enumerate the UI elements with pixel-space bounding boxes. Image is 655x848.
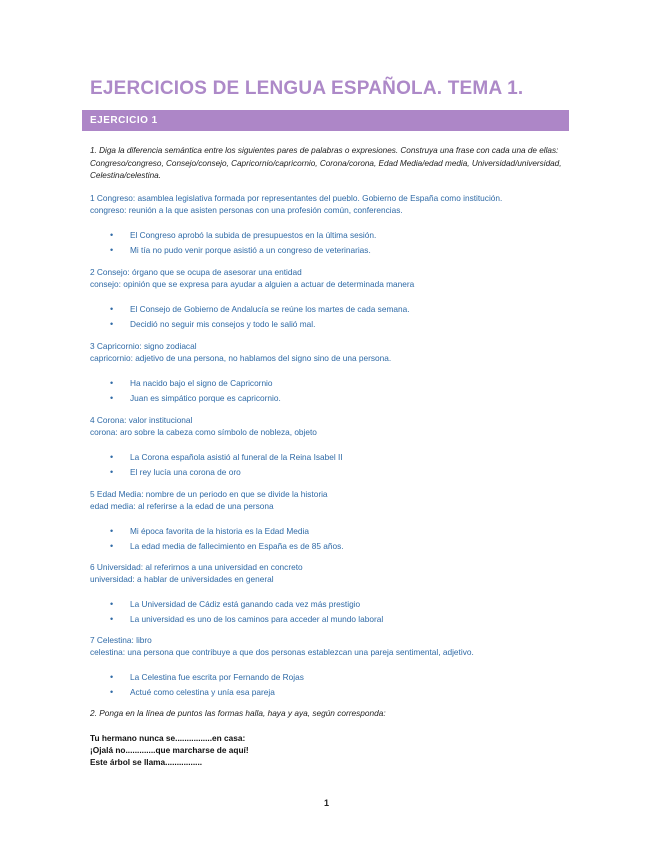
section-congreso	[90, 192, 570, 258]
example-sentence: • Mi época favorita de la historia es la Edad Media	[90, 524, 570, 539]
example-sentence: • El Consejo de Gobierno de Andalucía se reúne los martes de cada semana.	[90, 302, 570, 317]
fill-line: Este árbol se llama................	[90, 757, 203, 767]
example-sentence: • La Celestina fue escrita por Fernando de Rojas	[90, 670, 570, 685]
definition-line: 4 Corona: valor institucional	[90, 415, 193, 425]
definition-line: 1 Congreso: asamblea legislativa formada por representantes del pueblo. Gobierno de España como institución.	[90, 193, 503, 203]
section-corona	[90, 414, 570, 480]
exercise-instructions: 1. Diga la diferencia semántica entre los siguientes pares de palabras o expresiones. Construya una frase con cada una de ellas: Congreso/congreso, Consejo/consejo, Capricornio/capricornio, Corona/corona, Edad Media/edad media, Universidad/universidad, Celestina/celestina.	[90, 146, 562, 180]
definition-line: celestina: una persona que contribuye a que dos personas establezcan una pareja sentimental, adjetivo.	[90, 647, 474, 657]
section-universidad	[90, 561, 570, 627]
example-sentence: • El rey lucía una corona de oro	[90, 465, 570, 480]
definition-line: 2 Consejo: órgano que se ocupa de asesorar una entidad	[90, 267, 302, 277]
definition-line: 3 Capricornio: signo zodiacal	[90, 341, 197, 351]
example-sentence: • Juan es simpático porque es capricornio.	[90, 391, 570, 406]
example-sentence: • La edad media de fallecimiento en España es de 85 años.	[90, 539, 570, 554]
fill-in-lines	[90, 732, 249, 768]
example-sentence: • La Corona española asistió al funeral de la Reina Isabel II	[90, 450, 570, 465]
definition-line: universidad: a hablar de universidades en general	[90, 574, 274, 584]
example-sentence: • Ha nacido bajo el signo de Capricornio	[90, 376, 570, 391]
definition-line: consejo: opinión que se expresa para ayudar a alguien a actuar de determinada manera	[90, 279, 415, 289]
definition-line: capricornio: adjetivo de una persona, no hablamos del signo sino de una persona.	[90, 353, 392, 363]
definition-line: corona: aro sobre la cabeza como símbolo de nobleza, objeto	[90, 427, 317, 437]
example-sentence: • Actué como celestina y unía esa pareja	[90, 685, 570, 700]
example-sentence: • La universidad es uno de los caminos para acceder al mundo laboral	[90, 612, 570, 627]
section-edad-media	[90, 488, 570, 554]
example-sentence: • Mi tía no pudo venir porque asistió a un congreso de veterinarias.	[90, 243, 570, 258]
definition-line: 7 Celestina: libro	[90, 635, 152, 645]
fill-line: ¡Ojalá no.............que marcharse de aquí!	[90, 745, 249, 755]
document-title: EJERCICIOS DE LENGUA ESPAÑOLA. TEMA 1.	[90, 78, 524, 99]
example-sentence: • Decidió no seguir mis consejos y todo le salió mal.	[90, 317, 570, 332]
example-sentence: • La Universidad de Cádiz está ganando cada vez más prestigio	[90, 597, 570, 612]
exercise-2-instructions: 2. Ponga en la línea de puntos las formas halla, haya y aya, según corresponda:	[90, 708, 386, 718]
definition-line: congreso: reunión a la que asisten personas con una profesión común, conferencias.	[90, 205, 403, 215]
section-consejo	[90, 266, 570, 332]
section-celestina	[90, 634, 570, 700]
fill-line: Tu hermano nunca se................en casa:	[90, 733, 246, 743]
definition-line: edad media: al referirse a la edad de una persona	[90, 501, 274, 511]
definition-line: 5 Edad Media: nombre de un periodo en que se divide la historia	[90, 489, 328, 499]
page-number: 1	[324, 798, 330, 808]
definition-line: 6 Universidad: al referirnos a una universidad en concreto	[90, 562, 303, 572]
section-capricornio	[90, 340, 570, 406]
example-sentence: • El Congreso aprobó la subida de presupuestos en la última sesión.	[90, 228, 570, 243]
exercise-header-band: EJERCICIO 1	[82, 110, 569, 131]
